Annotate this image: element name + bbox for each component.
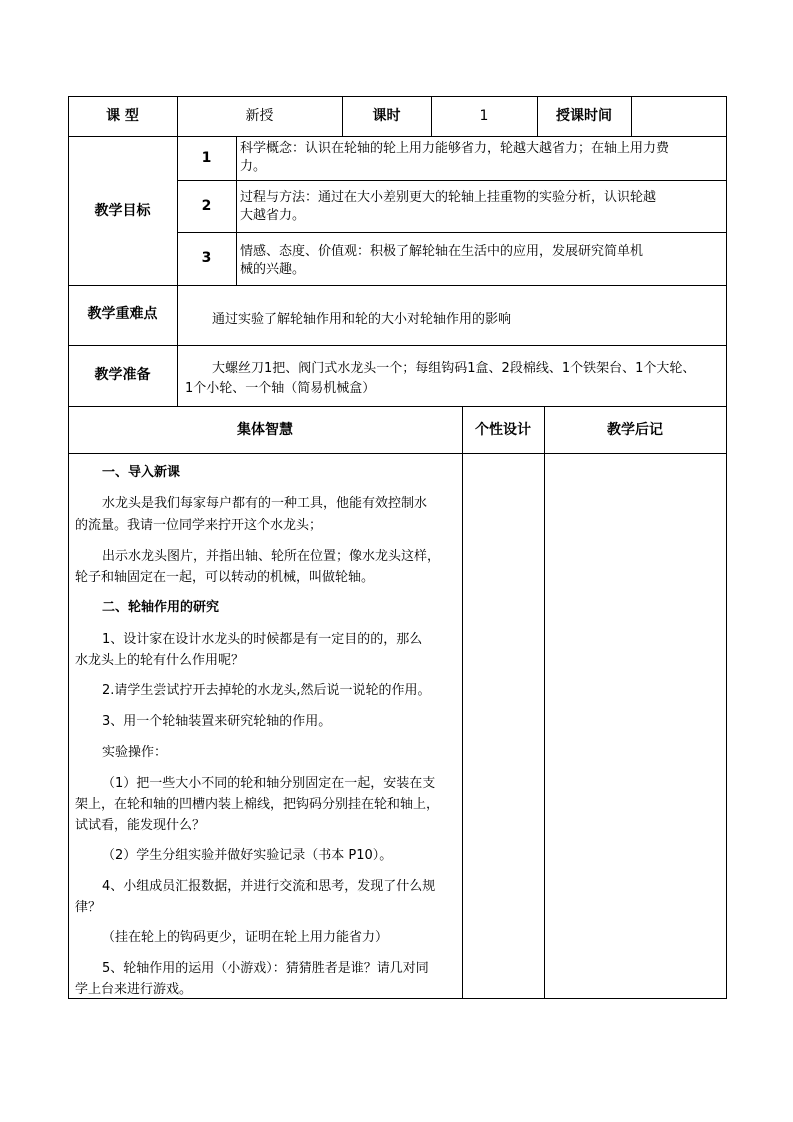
- col-divider: [544, 406, 545, 999]
- objective-text: 科学概念：认识在轮轴的轮上用力能够省力，轮越大越省力；在轴上用力费: [240, 141, 670, 156]
- row-divider: [68, 406, 727, 407]
- paragraph: 律？: [75, 900, 102, 915]
- objective-text: 情感、态度、价值观：积极了解轮轴在生活中的应用，发展研究简单机: [240, 244, 644, 259]
- objective-number: 2: [201, 198, 212, 214]
- paragraph: 学上台来进行游戏。: [75, 982, 193, 997]
- paragraph: 实验操作：: [102, 745, 168, 760]
- paragraph: 5、轮轴作用的运用（小游戏）：猜猜胜者是谁？请几对同: [102, 961, 429, 976]
- table-border-left: [68, 96, 69, 999]
- paragraph: （2）学生分组实验并做好实验记录（书本 P10）。: [102, 848, 393, 863]
- period-label: 课时: [372, 108, 401, 124]
- paragraph: 架上，在轮和轴的凹槽内装上棉线，把钩码分别挂在轮和轴上，: [75, 797, 440, 812]
- row-divider: [68, 285, 727, 286]
- col-divider: [462, 406, 463, 999]
- paragraph: 4、小组成员汇报数据，并进行交流和思考，发现了什么规: [102, 879, 436, 894]
- key-points-text: 通过实验了解轮轴作用和轮的大小对轮轴作用的影响: [212, 312, 512, 327]
- lesson-type-label: 课 型: [106, 108, 139, 124]
- paragraph: 3、用一个轮轴装置来研究轮轴的作用。: [102, 714, 332, 729]
- period-value: 1: [479, 108, 489, 124]
- row-divider: [177, 232, 727, 233]
- section-title: 二、轮轴作用的研究: [102, 600, 220, 615]
- paragraph: 水龙头上的轮有什么作用呢？: [75, 653, 245, 668]
- paragraph: 的流量。我请一位同学来拧开这个水龙头；: [75, 518, 323, 533]
- paragraph: 试试看，能发现什么？: [75, 818, 206, 833]
- paragraph: 水龙头是我们每家每户都有的一种工具，他能有效控制水: [102, 496, 428, 511]
- row-divider: [68, 453, 727, 454]
- preparation-text: 大螺丝刀1把、阀门式水龙头一个；每组钩码1盒、2段棉线、1个铁架台、1个大轮、: [212, 361, 696, 376]
- teaching-notes-header: 教学后记: [607, 422, 663, 438]
- paragraph: 2.请学生尝试拧开去掉轮的水龙头,然后说一说轮的作用。: [102, 683, 431, 698]
- objective-text: 力。: [240, 159, 267, 174]
- preparation-label: 教学准备: [94, 367, 151, 383]
- paragraph: 轮子和轴固定在一起，可以转动的机械，叫做轮轴。: [75, 570, 375, 585]
- preparation-text: 1个小轮、一个轴（简易机械盒）: [185, 381, 376, 396]
- row-divider: [68, 345, 727, 346]
- paragraph: 出示水龙头图片，并指出轴、轮所在位置；像水龙头这样，: [102, 549, 441, 564]
- table-border-top: [68, 96, 727, 97]
- table-border-right: [726, 96, 727, 999]
- objectives-label: 教学目标: [94, 203, 151, 219]
- personal-design-header: 个性设计: [475, 422, 531, 438]
- time-label: 授课时间: [556, 108, 612, 124]
- lesson-type-value: 新授: [245, 108, 274, 124]
- row-divider: [68, 136, 727, 137]
- row-divider: [177, 180, 727, 181]
- section-title: 一、导入新课: [102, 465, 181, 480]
- objective-text: 大越省力。: [240, 208, 306, 223]
- key-points-label: 教学重难点: [87, 306, 158, 322]
- paragraph: 1、设计家在设计水龙头的时候都是有一定目的的，那么: [102, 632, 423, 647]
- paragraph: （1）把一些大小不同的轮和轴分别固定在一起，安装在支: [102, 776, 436, 791]
- col-divider: [236, 136, 237, 285]
- col-divider: [631, 96, 632, 136]
- objective-text: 过程与方法：通过在大小差别更大的轮轴上挂重物的实验分析，认识轮越: [240, 190, 657, 205]
- objective-number: 3: [201, 250, 212, 266]
- objective-text: 械的兴趣。: [240, 262, 306, 277]
- paragraph: （挂在轮上的钩码更少，证明在轮上用力能省力）: [102, 930, 389, 945]
- collective-wisdom-header: 集体智慧: [237, 422, 293, 438]
- objective-number: 1: [201, 150, 212, 166]
